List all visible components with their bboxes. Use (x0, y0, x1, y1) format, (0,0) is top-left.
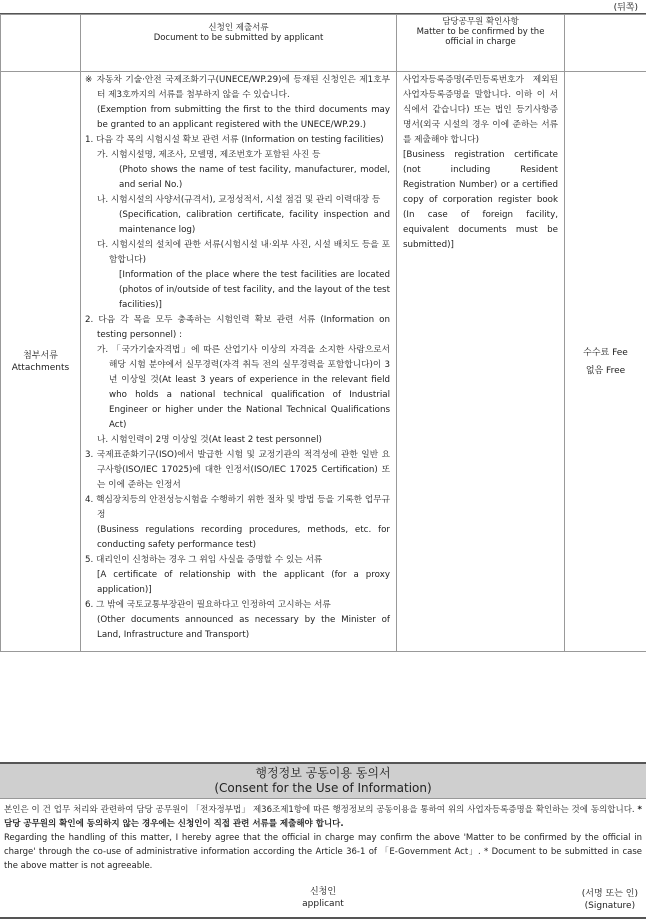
official-confirm-ko: 사업자등록증명(주민등록번호가 제외된 사업자등록증명을 말합니다. 이하 이 서식에서 같습니다) 또는 법인 등기사항증명서(외국 시설의 경우 이에 준하는 서류를 제출해야 합니다) (403, 75, 558, 145)
consent-body (0, 799, 646, 873)
attachments-label-en: Attachments (11, 362, 70, 373)
fee-value: 없음 Free (585, 365, 626, 376)
docs-header (81, 15, 397, 72)
conf-header (397, 15, 565, 72)
attachments-label (1, 72, 81, 652)
consent-body-en: Regarding the handling of this matter, I hereby agree that the official in charge may confirm the above 'Matter to be confirmed by the official in charge' through the co-use of administrative information according the Article 36-1 of 「E-Government Act」. * Document to be submitted in case the above matter is not agreeable. (4, 833, 642, 871)
table-body-row (1, 72, 646, 652)
applicant-en: applicant (302, 899, 344, 909)
docs-header-ko: 신청인 제출서류 (208, 23, 269, 33)
fee-label: 수수료 Fee (583, 347, 628, 358)
signature-en: (Signature) (584, 901, 636, 911)
item-5-en: [A certificate of relationship with the applicant (for a proxy application)] (97, 570, 390, 595)
consent-title-ko: 행정정보 공동이용 동의서 (255, 766, 391, 780)
item-1a-en: (Photo shows the name of test facility, manufacturer, model, and serial No.) (119, 165, 390, 190)
item-3: 3. 국제표준화기구(ISO)에서 발급한 시험 및 교정기관의 적격성에 관한 일반 요구사항(ISO/IEC 17025)에 대한 인정서(ISO/IEC 17025 Certification) 또는 이에 준하는 인정서 (85, 450, 390, 490)
table-header-row (1, 15, 646, 72)
item-2a: 가. 「국가기술자격법」에 따른 산업기사 이상의 자격을 소지한 사람으로서 해당 시험 분야에서 실무경력(자격 취득 전의 실무경력을 포함합니다)이 3년 이상일 것(At least 3 years of experience in the relevant field who holds a national technical qualification of Industrial Engineer or higher under the National Technical Qualifications Act) (97, 345, 390, 430)
bottom-rule (0, 917, 646, 919)
attachments-table (0, 14, 646, 652)
conf-header-en1: Matter to be confirmed by the (416, 27, 545, 37)
item-4-en: (Business regulations recording procedures, methods, etc. for conducting safety performance test) (97, 525, 390, 550)
back-side-label: (뒤쪽) (613, 3, 638, 13)
official-confirm-en: [Business registration certificate (not including Resident Registration Number) or a certified copy of corporation register book (In case of foreign facility, equivalent documents must be submitted)] (403, 150, 558, 250)
item-1c-en: [Information of the place where the test facilities are located (photos of in/outside of test facility, and the layout of the test facilities)] (119, 270, 390, 310)
applicant-ko: 신청인 (309, 887, 337, 897)
signature-ko: (서명 또는 인) (581, 889, 638, 899)
conf-header-en2: official in charge (445, 37, 516, 47)
item-6-en: (Other documents announced as necessary by the Minister of Land, Infrastructure and Transport) (97, 615, 390, 640)
applicant-label (0, 886, 646, 910)
item-6: 6. 그 밖에 국토교통부장관이 필요하다고 인정하여 고시하는 서류 (85, 600, 331, 610)
consent-title (0, 762, 646, 799)
consent-title-en: (Consent for the Use of Information) (214, 781, 432, 795)
item-4: 4. 핵심장치등의 안전성능시험을 수행하기 위한 절차 및 방법 등을 기록한 업무규정 (85, 495, 390, 520)
item-2: 2. 다음 각 목을 모두 충족하는 시험인력 확보 관련 서류 (Information on testing personnel) : (85, 315, 390, 340)
item-1a: 가. 시험시설명, 제조사, 모델명, 제조번호가 포함된 사진 등 (97, 150, 321, 160)
item-1b: 나. 시험시설의 사양서(규격서), 교정성적서, 시설 점검 및 관리 이력대장 등 (97, 195, 381, 205)
exemption-note-en: (Exemption from submitting the first to the third documents may be granted to an applicant registered with the UNECE/WP.29.) (97, 105, 390, 130)
item-2b: 나. 시험인력이 2명 이상일 것(At least 2 test personnel) (97, 435, 322, 445)
consent-body-ko (4, 803, 642, 831)
consent-section (0, 762, 646, 873)
docs-header-en: Document to be submitted by applicant (153, 33, 324, 43)
signature-field[interactable] (582, 888, 638, 912)
item-1b-en: (Specification, calibration certificate, facility inspection and maintenance log) (119, 210, 390, 235)
left-header-cell (1, 15, 81, 72)
right-header-cell (565, 15, 646, 72)
exemption-note-ko: ※ 자동차 기술·안전 국제조화기구(UNECE/WP.29)에 등재된 신청인은 제1호부터 제3호까지의 서류를 첨부하지 않을 수 있습니다. (85, 75, 390, 100)
official-confirm-cell (397, 72, 565, 652)
item-1c: 다. 시험시설의 설치에 관한 서류(시험시설 내·외부 사진, 시설 배치도 등을 포함합니다) (97, 240, 390, 265)
consent-warning-ko: * 담당 공무원의 확인에 동의하지 않는 경우에는 신청인이 직접 관련 서류를 제출해야 합니다. (4, 805, 642, 829)
item-5: 5. 대리인이 신청하는 경우 그 위임 사실을 증명할 수 있는 서류 (85, 555, 323, 565)
consent-text-ko: 본인은 이 건 업무 처리와 관련하여 담당 공무원이 「전자정부법」 제36조제1항에 따른 행정정보의 공동이용을 통하여 위의 사업자등록증명을 확인하는 것에 동의합니다. (4, 805, 635, 815)
docs-list (81, 72, 397, 652)
fee-cell (565, 72, 646, 652)
item-1: 1. 다음 각 목의 시험시설 확보 관련 서류 (Information on testing facilities) (85, 135, 384, 145)
attachments-label-ko: 첨부서류 (23, 350, 58, 361)
conf-header-ko: 담당공무원 확인사항 (442, 17, 519, 27)
